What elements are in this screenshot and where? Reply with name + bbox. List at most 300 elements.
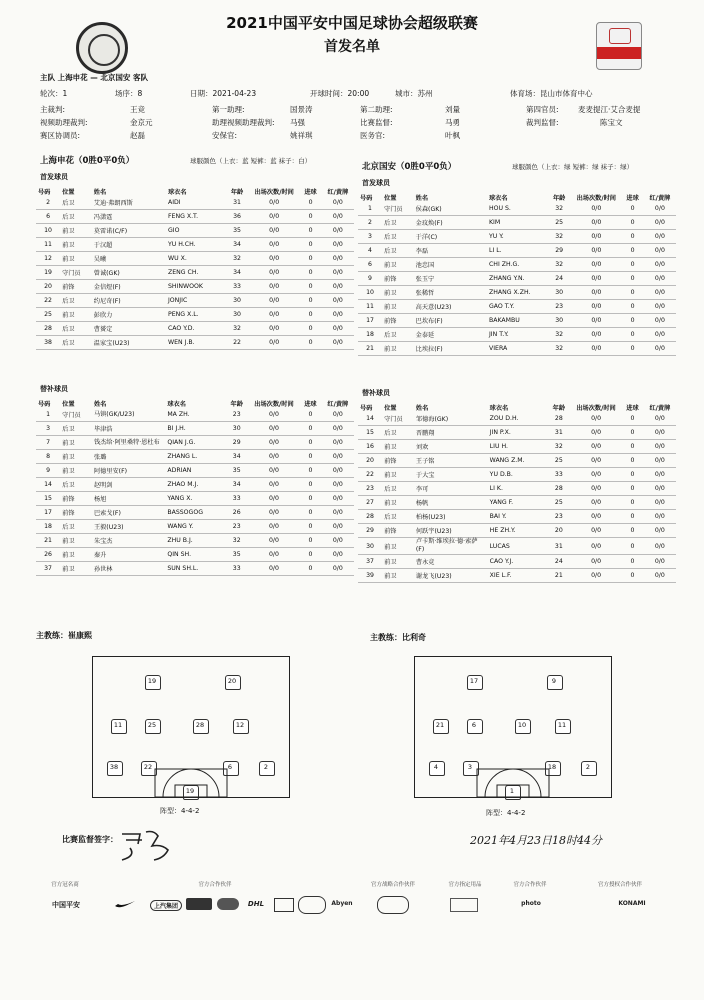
table-cell: 0/0 <box>571 454 621 468</box>
table-cell: 柏杨(U23) <box>414 510 488 524</box>
table-cell: 30 <box>547 314 571 328</box>
table-cell: YANG F. <box>488 496 547 510</box>
table-cell: 37 <box>36 562 60 576</box>
table-cell: 22 <box>36 294 60 308</box>
away-team-name: 北京国安（0胜0平0负） <box>362 162 457 172</box>
table-cell: YU H.CH. <box>166 238 225 252</box>
table-cell: 邹德海(GK) <box>414 412 488 426</box>
table-cell: 0 <box>299 196 321 210</box>
player-shirt-icon: 38 <box>107 761 121 774</box>
column-header: 年龄 <box>230 400 243 408</box>
table-cell: 0/0 <box>322 548 354 562</box>
table-row <box>358 510 676 524</box>
player-shirt-icon: 17 <box>467 675 481 688</box>
table-row <box>358 328 676 342</box>
column-header: 球衣名 <box>488 194 508 202</box>
table-cell: 0/0 <box>644 569 676 583</box>
table-cell: 张玉宁 <box>414 272 487 286</box>
table-cell: 6 <box>36 210 60 224</box>
table-cell: 0/0 <box>644 216 676 230</box>
table-cell: 36 <box>225 210 249 224</box>
table-cell: 守门员 <box>60 408 92 422</box>
table-cell: 0/0 <box>644 524 676 538</box>
table-cell: ZHANG Y.N. <box>487 272 547 286</box>
table-cell: 3 <box>36 422 60 436</box>
table-cell: 李可 <box>414 482 488 496</box>
table-cell: 0 <box>621 300 643 314</box>
column-header: 球衣名 <box>167 188 187 196</box>
table-cell: 11 <box>358 300 382 314</box>
table-cell: BASSOGOG <box>165 506 224 520</box>
table-cell: 前卫 <box>60 534 92 548</box>
column-header: 出场次数/时间 <box>576 194 616 202</box>
table-cell: 11 <box>36 238 60 252</box>
sponsor-header: 官方合作伙伴 <box>198 882 232 888</box>
table-cell: 毕津浩 <box>92 422 165 436</box>
player-shirt-icon: 2 <box>259 761 273 774</box>
official-label: 第四官员: <box>526 105 559 114</box>
table-cell: 18 <box>358 328 382 342</box>
table-cell: 阿德里安(F) <box>92 464 165 478</box>
table-cell: 0/0 <box>322 436 354 450</box>
table-cell: 0 <box>621 555 644 569</box>
table-cell: 0 <box>299 562 322 576</box>
table-cell: 于洋(C) <box>414 230 487 244</box>
table-cell: 0/0 <box>249 506 299 520</box>
official-label: 医务官: <box>360 131 386 140</box>
sponsor-logo <box>377 896 409 914</box>
table-header-row <box>358 402 676 412</box>
table-cell: 28 <box>36 322 60 336</box>
table-cell: 0/0 <box>249 280 299 294</box>
table-cell: 艾迪·弗朗西斯 <box>92 196 166 210</box>
table-row <box>36 562 354 576</box>
table-cell: CAO Y.J. <box>488 555 547 569</box>
table-cell: 卢卡斯·维埃拉·德·索萨(F) <box>414 538 488 555</box>
table-cell: 16 <box>358 440 382 454</box>
table-cell: 6 <box>358 258 382 272</box>
table-cell: 0 <box>299 294 321 308</box>
column-header: 号码 <box>360 404 373 412</box>
table-cell: 0/0 <box>322 238 354 252</box>
sponsor-header: 官方冠名商 <box>51 882 79 888</box>
away-kit: 球服颜色（上衣：绿 短裤：绿 袜子：绿） <box>512 163 634 171</box>
table-cell: 0/0 <box>571 342 621 356</box>
column-header: 位置 <box>384 194 397 202</box>
pingan-logo: 中国平安 <box>52 901 80 909</box>
table-cell: 0/0 <box>571 510 621 524</box>
official-value: 马强 <box>290 118 305 127</box>
table-cell: 前锋 <box>60 506 92 520</box>
table-cell: 0/0 <box>644 314 676 328</box>
table-cell: 8 <box>36 450 60 464</box>
table-cell: 15 <box>36 492 60 506</box>
table-cell: KIM <box>487 216 547 230</box>
table-cell: 0 <box>299 422 322 436</box>
column-header: 红/黄牌 <box>649 194 671 202</box>
away-starters-table <box>358 192 676 356</box>
table-cell: 前锋 <box>60 280 92 294</box>
table-cell: 后卫 <box>382 328 414 342</box>
table-row <box>36 450 354 464</box>
table-cell: 0 <box>621 510 644 524</box>
player-shirt-icon: 6 <box>223 761 237 774</box>
table-cell: 池忠国 <box>414 258 487 272</box>
table-cell: 0 <box>299 336 321 350</box>
table-cell: 前卫 <box>382 440 414 454</box>
table-cell: SUN SH.L. <box>165 562 224 576</box>
table-row <box>358 216 676 230</box>
table-cell: 18 <box>36 520 60 534</box>
table-header-row <box>36 398 354 408</box>
column-header: 号码 <box>360 194 373 202</box>
home-starters-label: 首发球员 <box>40 173 68 181</box>
nike-logo <box>114 898 136 910</box>
table-cell: 0/0 <box>322 336 354 350</box>
table-row <box>358 342 676 356</box>
official-value: 麦麦提江·艾合麦提 <box>578 105 641 114</box>
table-cell: 前卫 <box>382 286 414 300</box>
table-cell: 0 <box>621 454 644 468</box>
table-cell: 21 <box>358 342 382 356</box>
konami-logo: KONAMI <box>618 900 646 907</box>
kickoff-label: 开球时间：20:00 <box>310 89 370 98</box>
table-cell: 19 <box>36 266 60 280</box>
table-cell: 后卫 <box>60 322 92 336</box>
table-cell: 0 <box>621 244 643 258</box>
table-cell: 0/0 <box>644 244 676 258</box>
table-cell: 彭欣力 <box>92 308 166 322</box>
table-cell: 32 <box>547 440 571 454</box>
table-cell: 0 <box>621 569 644 583</box>
photo-logo: photo <box>521 900 541 907</box>
player-shirt-icon: 22 <box>141 761 155 774</box>
table-cell: 后卫 <box>382 244 414 258</box>
table-cell: 0 <box>299 450 322 464</box>
table-cell: 0/0 <box>571 496 621 510</box>
sponsor-header: 官方战略合作伙伴 <box>370 882 415 888</box>
table-cell: 0/0 <box>322 308 354 322</box>
column-header: 姓名 <box>415 194 429 202</box>
table-cell: 28 <box>547 412 571 426</box>
table-cell: 23 <box>547 300 571 314</box>
table-row <box>358 244 676 258</box>
table-cell: 0/0 <box>571 216 621 230</box>
table-cell: ZENG CH. <box>166 266 225 280</box>
official-value: 赵磊 <box>130 131 145 140</box>
table-cell: 比埃拉(F) <box>414 342 487 356</box>
table-cell: 7 <box>36 436 60 450</box>
table-cell: 0 <box>299 436 322 450</box>
table-cell: 0/0 <box>322 252 354 266</box>
official-value: 姚祥琪 <box>290 131 313 140</box>
table-cell: 金信煜(F) <box>92 280 166 294</box>
table-cell: 0/0 <box>249 548 299 562</box>
table-row <box>36 506 354 520</box>
table-cell: 20 <box>36 280 60 294</box>
player-shirt-icon: 20 <box>225 675 239 688</box>
table-row <box>36 534 354 548</box>
table-cell: 34 <box>225 450 249 464</box>
table-cell: 0/0 <box>571 426 621 440</box>
table-cell: 32 <box>547 342 571 356</box>
table-cell: 后卫 <box>60 520 92 534</box>
table-cell: 25 <box>36 308 60 322</box>
page-subtitle: 首发名单 <box>324 39 380 55</box>
table-cell: 0 <box>299 238 321 252</box>
table-cell: 0/0 <box>571 328 621 342</box>
table-cell: 30 <box>225 422 249 436</box>
page-title: 2021中国平安中国足球协会超级联赛 <box>226 14 478 32</box>
table-cell: 17 <box>36 506 60 520</box>
column-header: 年龄 <box>552 404 566 412</box>
table-cell: 0/0 <box>322 492 354 506</box>
table-cell: 前锋 <box>60 492 92 506</box>
table-cell: 33 <box>547 468 571 482</box>
table-cell: 29 <box>225 436 249 450</box>
table-cell: 37 <box>358 555 382 569</box>
stadium-label: 体育场：昆山市体育中心 <box>510 89 593 98</box>
table-cell: GAO T.Y. <box>487 300 547 314</box>
away-starters-label: 首发球员 <box>362 179 390 187</box>
table-cell: 0/0 <box>322 422 354 436</box>
table-cell: 0/0 <box>249 308 299 322</box>
table-cell: 前卫 <box>60 224 92 238</box>
column-header: 位置 <box>62 188 75 196</box>
table-cell: 1 <box>36 408 60 422</box>
table-cell: 0/0 <box>249 224 299 238</box>
away-coach: 主教练：比利奇 <box>370 633 426 642</box>
table-cell: 0/0 <box>571 538 621 555</box>
table-cell: 0/0 <box>249 450 299 464</box>
table-cell: 35 <box>225 548 249 562</box>
player-shirt-icon: 4 <box>429 761 443 774</box>
official-value: 叶枫 <box>445 131 460 140</box>
away-subs-table <box>358 402 676 583</box>
dhl-logo: DHL <box>247 900 265 908</box>
table-cell: 曹赟定 <box>92 322 166 336</box>
table-cell: 0/0 <box>249 322 299 336</box>
table-cell: 0/0 <box>571 314 621 328</box>
table-row <box>358 300 676 314</box>
table-cell: 0/0 <box>644 454 676 468</box>
table-cell: CAO Y.D. <box>166 322 225 336</box>
official-value: 金京元 <box>130 118 153 127</box>
player-shirt-icon: 12 <box>233 719 247 732</box>
table-cell: 0/0 <box>322 322 354 336</box>
table-cell: FENG X.T. <box>166 210 225 224</box>
table-cell: 0 <box>621 496 644 510</box>
table-cell: 0/0 <box>322 450 354 464</box>
table-cell: 张稀哲 <box>414 286 487 300</box>
official-label: 第一助理: <box>212 105 245 114</box>
table-cell: YU D.B. <box>488 468 547 482</box>
official-label: 第二助理: <box>360 105 393 114</box>
away-subs-label: 替补球员 <box>362 389 390 397</box>
table-row <box>36 210 354 224</box>
table-cell: 冯潇霆 <box>92 210 166 224</box>
signature-label: 比赛监督签字： <box>62 835 118 844</box>
table-row <box>36 322 354 336</box>
table-cell: 守门员 <box>382 202 414 216</box>
table-cell: 0 <box>621 328 643 342</box>
table-cell: 0 <box>299 492 322 506</box>
table-row <box>358 230 676 244</box>
home-team-name: 上海申花（0胜0平0负） <box>40 156 135 166</box>
table-row <box>358 412 676 426</box>
table-cell: 后卫 <box>382 216 414 230</box>
table-cell: ZHANG X.ZH. <box>487 286 547 300</box>
round-label: 轮次：1 <box>40 89 68 98</box>
table-cell: 曾诚(GK) <box>92 266 166 280</box>
table-cell: 26 <box>225 506 249 520</box>
table-cell: 张璐 <box>92 450 165 464</box>
table-cell: 25 <box>547 216 571 230</box>
table-cell: 0/0 <box>644 328 676 342</box>
table-cell: 0/0 <box>571 555 621 569</box>
table-cell: 0 <box>299 464 322 478</box>
table-cell: 温家宝(U23) <box>92 336 166 350</box>
table-cell: 20 <box>358 454 382 468</box>
table-cell: LUCAS <box>488 538 547 555</box>
table-cell: 30 <box>358 538 382 555</box>
table-cell: 24 <box>547 555 571 569</box>
home-starters-table <box>36 186 354 350</box>
table-cell: 23 <box>225 408 249 422</box>
table-cell: QIAN J.G. <box>165 436 224 450</box>
table-cell: 0 <box>621 202 643 216</box>
table-cell: 0 <box>621 468 644 482</box>
table-cell: 23 <box>358 482 382 496</box>
table-cell: LI L. <box>487 244 547 258</box>
table-row <box>36 266 354 280</box>
table-cell: 27 <box>358 496 382 510</box>
player-shirt-icon: 19 <box>183 785 197 798</box>
table-cell: 守门员 <box>60 266 92 280</box>
column-header: 位置 <box>62 400 75 408</box>
table-cell: 0 <box>299 548 322 562</box>
home-formation: 阵型：4-4-2 <box>160 807 200 815</box>
table-cell: 32 <box>225 252 249 266</box>
column-header: 位置 <box>384 404 397 412</box>
table-header-row <box>358 192 676 202</box>
table-cell: 0 <box>621 258 643 272</box>
table-row <box>358 468 676 482</box>
table-cell: YU Y. <box>487 230 547 244</box>
table-cell: JIN T.Y. <box>487 328 547 342</box>
table-cell: 32 <box>547 202 571 216</box>
table-cell: 孙世林 <box>92 562 165 576</box>
table-row <box>36 224 354 238</box>
table-row <box>36 492 354 506</box>
table-cell: 0/0 <box>644 426 676 440</box>
match-no-label: 场序：8 <box>115 89 143 98</box>
column-header: 出场次数/时间 <box>254 188 294 196</box>
table-row <box>36 520 354 534</box>
table-cell: 王毅(U23) <box>92 520 165 534</box>
table-cell: BAKAMBU <box>487 314 547 328</box>
table-cell: 0/0 <box>322 534 354 548</box>
table-cell: ADRIAN <box>165 464 224 478</box>
table-cell: HOU S. <box>487 202 547 216</box>
table-cell: 24 <box>547 272 571 286</box>
player-shirt-icon: 1 <box>505 785 519 798</box>
table-cell: 0 <box>299 210 321 224</box>
table-cell: 0/0 <box>322 280 354 294</box>
column-header: 出场次数/时间 <box>576 404 616 412</box>
table-cell: 0/0 <box>322 266 354 280</box>
table-cell: 0/0 <box>644 286 676 300</box>
column-header: 红/黄牌 <box>327 188 349 196</box>
table-cell: WEN J.B. <box>166 336 225 350</box>
table-cell: 晋鹏翔 <box>414 426 488 440</box>
column-header: 球衣名 <box>167 400 186 408</box>
player-shirt-icon: 19 <box>145 675 159 688</box>
table-cell: 前卫 <box>60 252 92 266</box>
city-label: 城市：苏州 <box>395 89 433 98</box>
table-cell: 0 <box>621 482 644 496</box>
table-cell: 后卫 <box>382 482 414 496</box>
official-value: 陈宝文 <box>600 118 623 127</box>
table-cell: 前卫 <box>382 569 414 583</box>
table-cell: 3 <box>358 230 382 244</box>
table-header-row <box>36 186 354 196</box>
table-cell: 17 <box>358 314 382 328</box>
player-shirt-icon: 25 <box>145 719 159 732</box>
table-cell: 0/0 <box>644 258 676 272</box>
player-shirt-icon: 3 <box>463 761 477 774</box>
table-cell: 34 <box>225 266 249 280</box>
column-header: 红/黄牌 <box>327 400 349 408</box>
table-cell: 前卫 <box>382 258 414 272</box>
table-cell: 0 <box>621 524 644 538</box>
table-cell: 前卫 <box>382 342 414 356</box>
table-cell: 22 <box>225 336 249 350</box>
official-label: 赛区协调员: <box>40 131 81 140</box>
table-row <box>358 426 676 440</box>
table-cell: 金玟焕(F) <box>414 216 487 230</box>
table-cell: 0/0 <box>249 422 299 436</box>
table-cell: 0/0 <box>644 440 676 454</box>
table-cell: 前卫 <box>60 464 92 478</box>
table-cell: 0 <box>621 342 643 356</box>
table-row <box>358 440 676 454</box>
table-cell: 0 <box>621 538 644 555</box>
table-cell: 0 <box>299 252 321 266</box>
table-cell: 31 <box>547 426 571 440</box>
table-cell: 15 <box>358 426 382 440</box>
table-cell: 0/0 <box>249 294 299 308</box>
table-cell: 21 <box>36 534 60 548</box>
official-label: 安保官: <box>212 131 238 140</box>
table-cell: AIDI <box>166 196 225 210</box>
table-cell: 0/0 <box>322 520 354 534</box>
table-cell: 0 <box>299 520 322 534</box>
table-cell: 0/0 <box>322 196 354 210</box>
table-cell: JONJIC <box>166 294 225 308</box>
table-cell: 0/0 <box>249 464 299 478</box>
table-row <box>36 294 354 308</box>
official-label: 裁判监督: <box>526 118 559 127</box>
column-header: 进球 <box>626 404 639 412</box>
table-row <box>36 436 354 450</box>
table-cell: 32 <box>547 230 571 244</box>
table-cell: 前锋 <box>382 524 414 538</box>
table-cell: 0 <box>299 322 321 336</box>
handwritten-date: 2021年4月23日18时44分 <box>470 834 602 847</box>
table-cell: 0/0 <box>322 506 354 520</box>
player-shirt-icon: 21 <box>433 719 447 732</box>
